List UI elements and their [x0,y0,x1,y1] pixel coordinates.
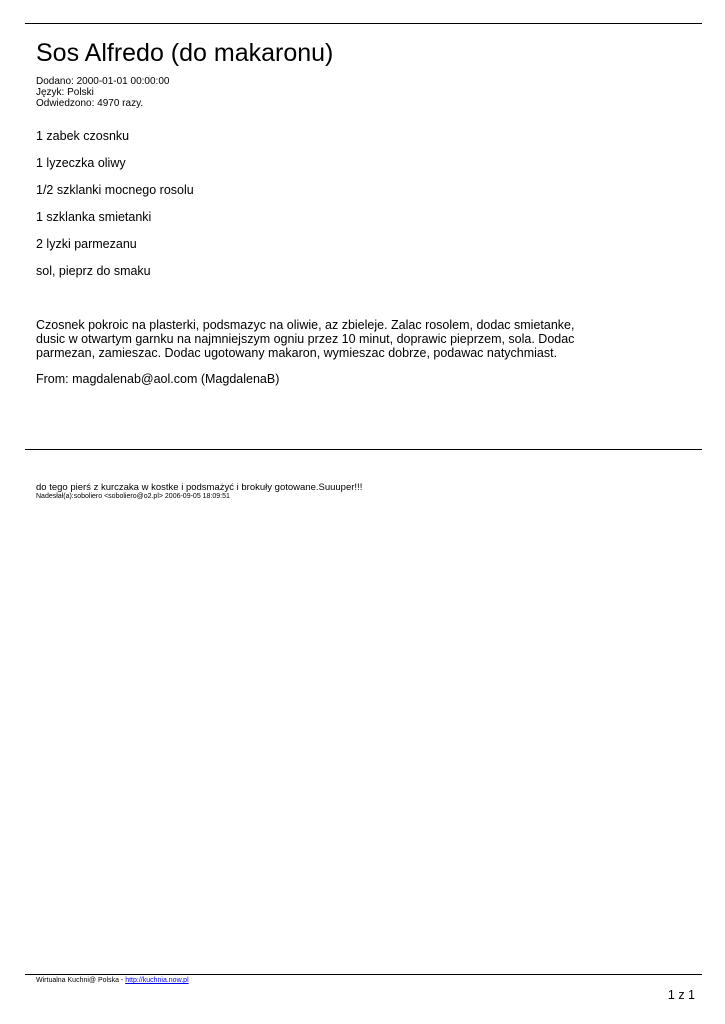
ingredient-item: 1 zabek czosnku [36,129,130,143]
recipe-meta [36,76,169,109]
footer-site [36,976,189,985]
recipe-title: Sos Alfredo (do makaronu) [36,39,334,67]
meta-language: Język: Polski [36,87,94,98]
comment-author-meta: Nadesłał(a):soboliero <soboliero@o2.pl> 2006-09-05 18:09:51 [36,493,230,500]
meta-date: Dodano: 2000-01-01 00:00:00 [36,76,170,87]
ingredient-item: 1 lyzeczka oliwy [36,156,126,170]
comment-text: do tego pierś z kurczaka w kostke i podsmażyć i brokuły gotowane.Suuuper!!! [36,482,363,493]
comment-divider [25,449,702,450]
ingredient-item: 1 szklanka smietanki [36,210,152,224]
meta-visits: Odwiedzono: 4970 razy. [36,98,144,109]
page-number: 1 z 1 [667,988,695,1002]
footer-site-link[interactable]: http://kuchnia.now.pl [125,977,189,984]
footer-site-label: Wirtualna Kuchni@ Polska - [36,977,126,984]
recipe-author: From: magdalenab@aol.com (MagdalenaB) [36,372,280,386]
ingredient-list [36,128,194,290]
recipe-instructions: Czosnek pokroic na plasterki, podsmazyc na oliwie, az zbieleje. Zalac rosolem, dodac smietanke, dusic w otwartym garnku na najmniejszym ogniu przez 10 minut, doprawic pieprzem, sola. Dodac parmezan, zamieszac. Dodac ugotowany makaron, wymieszac dobrze, podawac natychmiast. [36,318,575,360]
top-rule [25,23,702,24]
ingredient-item: sol, pieprz do smaku [36,264,151,278]
footer-rule [25,974,702,975]
ingredient-item: 2 lyzki parmezanu [36,237,137,251]
ingredient-item: 1/2 szklanki mocnego rosolu [36,183,194,197]
